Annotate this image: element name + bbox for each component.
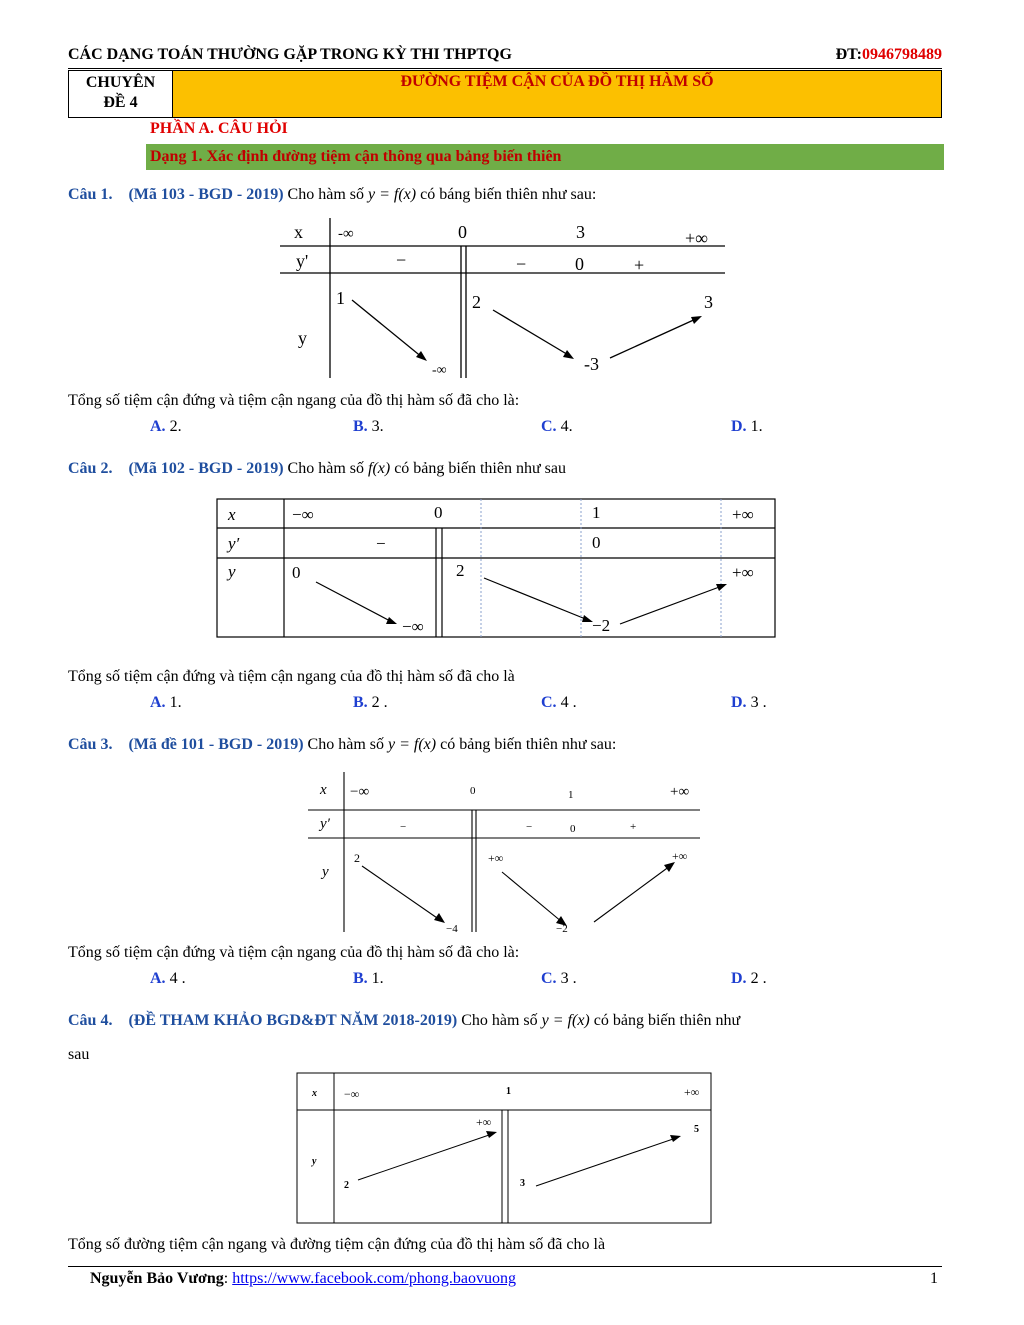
x-value: +∞ [684, 1085, 700, 1099]
y-value: +∞ [488, 851, 504, 865]
option-c[interactable]: C. 4. [541, 418, 573, 435]
x-label: x [228, 505, 236, 524]
y-value: +∞ [672, 849, 688, 863]
y-value: -3 [584, 354, 599, 374]
y-value: 2 [456, 561, 465, 580]
y-value: 2 [472, 292, 481, 312]
y-value: +∞ [732, 563, 754, 582]
x-value: -∞ [338, 226, 354, 242]
option-d[interactable]: D. 1. [731, 418, 763, 435]
section-heading: Dạng 1. Xác định đường tiệm cận thông qua bảng biến thiên [146, 144, 944, 170]
question-1-prompt: Tổng số tiệm cận đứng và tiệm cận ngang của đồ thị hàm số đã cho là: [68, 392, 520, 409]
chapter-banner [68, 70, 942, 118]
sign: 0 [575, 254, 584, 274]
option-b[interactable]: B. 2 . [353, 694, 388, 711]
formula: y = f(x) [388, 736, 437, 753]
option-b[interactable]: B. 3. [353, 418, 384, 435]
variation-table-3 [308, 770, 706, 934]
sign: + [634, 255, 645, 275]
y-label: y [228, 562, 236, 581]
page-number: 1 [930, 1270, 938, 1287]
sign: 0 [592, 533, 601, 552]
y-value: 3 [520, 1178, 525, 1189]
variation-table-4 [296, 1072, 714, 1226]
x-value: +∞ [685, 228, 708, 248]
x-value: +∞ [670, 784, 690, 800]
question-2: Câu 2. (Mã 102 - BGD - 2019) Cho hàm số f(x) có bảng biến thiên như sau [68, 460, 566, 477]
variation-table-1 [280, 218, 730, 380]
question-4-prompt: Tổng số đường tiệm cận ngang và đường tiệm cận đứng của đồ thị hàm số đã cho là [68, 1236, 606, 1253]
question-4-wrap: sau [68, 1046, 90, 1063]
x-value: 1 [506, 1086, 511, 1097]
x-value: +∞ [732, 505, 754, 524]
x-value: 1 [592, 503, 601, 522]
sign: − [376, 534, 386, 553]
variation-table-2 [216, 498, 778, 640]
part-heading: PHẦN A. CÂU HỎI [150, 120, 288, 137]
x-value: −∞ [350, 784, 370, 800]
option-a[interactable]: A. 2. [150, 418, 182, 435]
sign: + [630, 821, 637, 833]
y-value: 2 [344, 1180, 349, 1191]
x-label: x [320, 782, 327, 798]
yp-label: y′ [320, 816, 330, 832]
option-a[interactable]: A. 1. [150, 694, 182, 711]
yp-label: y′ [228, 534, 240, 553]
y-value: -∞ [432, 363, 447, 378]
option-b[interactable]: B. 1. [353, 970, 384, 987]
formula: y = f(x) [368, 186, 417, 203]
formula: f(x) [368, 460, 391, 477]
x-label: x [312, 1088, 317, 1099]
y-label: y [322, 864, 329, 880]
question-3-prompt: Tổng số tiệm cận đứng và tiệm cận ngang của đồ thị hàm số đã cho là: [68, 944, 520, 961]
x-value: 3 [576, 222, 585, 242]
page-header [68, 46, 942, 64]
sign: − [526, 821, 533, 833]
sign: − [400, 821, 407, 833]
option-d[interactable]: D. 3 . [731, 694, 767, 711]
y-value: −∞ [402, 617, 424, 636]
option-c[interactable]: C. 3 . [541, 970, 577, 987]
option-d[interactable]: D. 2 . [731, 970, 767, 987]
sign: − [516, 254, 527, 274]
header-title: CÁC DẠNG TOÁN THƯỜNG GẶP TRONG KỲ THI THPTQG [68, 46, 512, 63]
footer-link[interactable]: https://www.facebook.com/phong.baovuong [232, 1270, 517, 1287]
x-value: −∞ [344, 1087, 360, 1101]
sign: 0 [570, 823, 576, 835]
option-c[interactable]: C. 4 . [541, 694, 577, 711]
header-phone: ĐT:0946798489 [835, 46, 942, 63]
y-value: 2 [354, 851, 360, 865]
y-label: y [298, 328, 307, 348]
question-4: Câu 4. (ĐỀ THAM KHẢO BGD&ĐT NĂM 2018-2019) Cho hàm số y = f(x) có bảng biến thiên như [68, 1012, 741, 1029]
x-value: 0 [434, 503, 443, 522]
y-value: 1 [336, 288, 345, 308]
y-label: y [312, 1156, 317, 1167]
x-value: 0 [470, 785, 476, 797]
chapter-label: CHUYÊN ĐỀ 4 [69, 71, 173, 117]
question-2-prompt: Tổng số tiệm cận đứng và tiệm cận ngang của đồ thị hàm số đã cho là [68, 668, 515, 685]
question-1: Câu 1. (Mã 103 - BGD - 2019) Cho hàm số y = f(x) có báng biến thiên như sau: [68, 186, 597, 203]
footer-author: Nguyễn Bảo Vương [90, 1270, 224, 1287]
y-value: 0 [292, 563, 301, 582]
x-label: x [294, 222, 303, 242]
option-a[interactable]: A. 4 . [150, 970, 186, 987]
y-value: −2 [592, 616, 611, 635]
footer: Nguyễn Bảo Vương: https://www.facebook.com/phong.baovuong [90, 1270, 517, 1287]
formula: y = f(x) [541, 1012, 590, 1029]
chapter-title: ĐƯỜNG TIỆM CẬN CỦA ĐỒ THỊ HÀM SỐ [400, 73, 714, 90]
y-value: 5 [694, 1124, 699, 1135]
x-value: 1 [568, 789, 574, 801]
sign: − [396, 250, 407, 270]
yp-label: y' [296, 251, 309, 271]
x-value: −∞ [292, 505, 314, 524]
header-divider [68, 68, 942, 69]
question-3: Câu 3. (Mã đề 101 - BGD - 2019) Cho hàm số y = f(x) có bảng biến thiên như sau: [68, 736, 617, 753]
y-value: 3 [704, 292, 713, 312]
y-value: +∞ [476, 1115, 492, 1129]
y-value: −2 [556, 923, 568, 934]
footer-divider [68, 1266, 942, 1267]
y-value: −4 [446, 923, 458, 934]
x-value: 0 [458, 222, 467, 242]
